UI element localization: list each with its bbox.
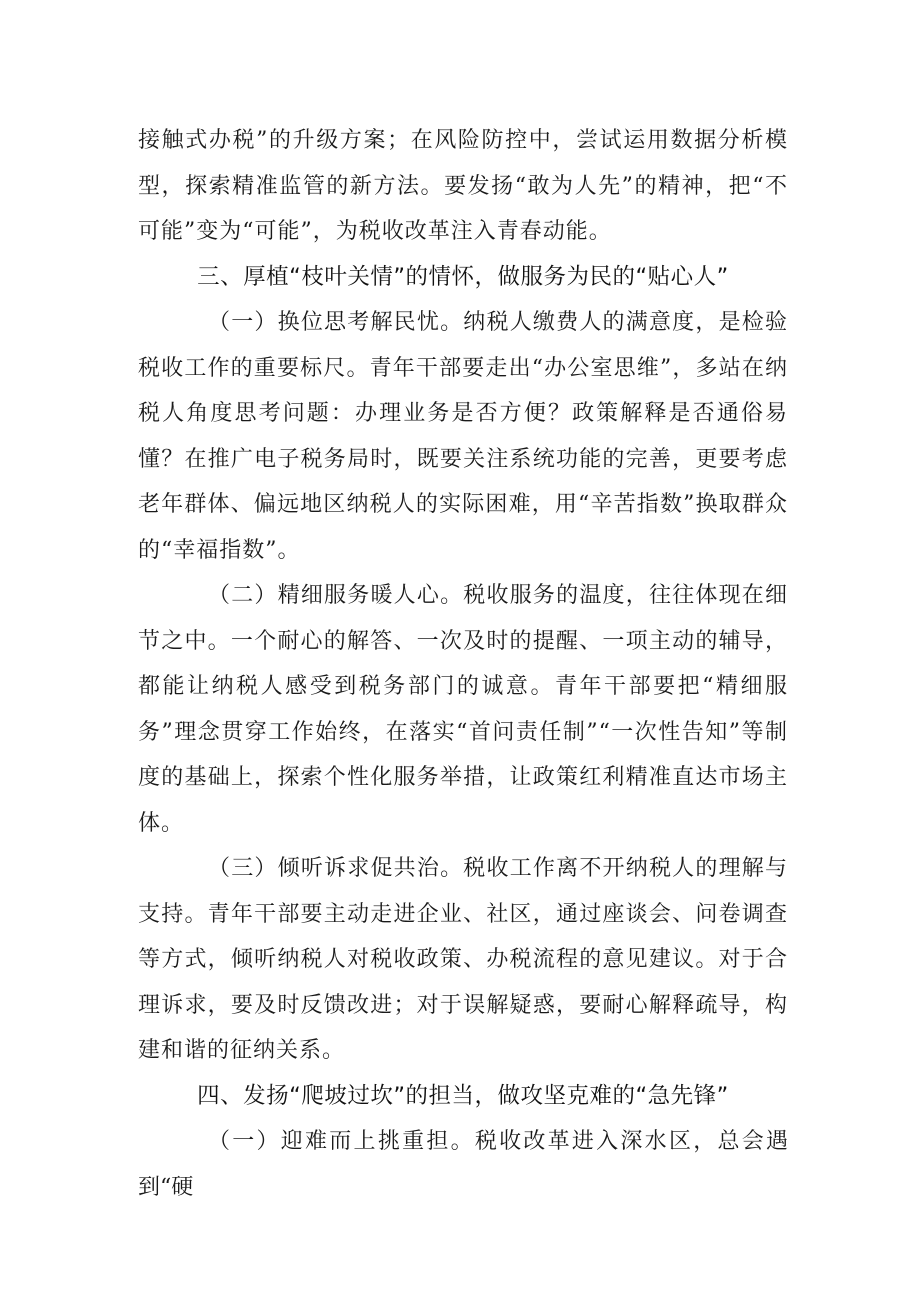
paragraph-4-1: （一）迎难而上挑重担。税收改革进入深水区，总会遇到“硬: [138, 1129, 788, 1200]
document-body: [138, 118, 788, 1210]
paragraph-3-1: （一）换位思考解民忧。纳税人缴费人的满意度，是检验税收工作的重要标尺。青年干部要走出“办公室思维”，多站在纳税人角度思考问题：办理业务是否方便？政策解释是否通俗易懂？在推广电子税务局时，既要关注系统功能的完善，更要考虑老年群体、偏远地区纳税人的实际困难，用“辛苦指数”换取群众的“幸福指数”。: [138, 310, 788, 563]
paragraph-continuation: 接触式办税”的升级方案；在风险防控中，尝试运用数据分析模型，探索精准监管的新方法。要发扬“敢为人先”的精神，把“不可能”变为“可能”，为税收改革注入青春动能。: [138, 128, 788, 244]
section-heading-3: 三、厚植“枝叶关情”的情怀，做服务为民的“贴心人”: [197, 263, 729, 290]
paragraph-3-3: （三）倾听诉求促共治。税收工作离不开纳税人的理解与支持。青年干部要主动走进企业、社区，通过座谈会、问卷调查等方式，倾听纳税人对税收政策、办税流程的意见建议。对于合理诉求，要及时反馈改进；对于误解疑惑，要耐心解释疏导，构建和谐的征纳关系。: [138, 856, 788, 1063]
section-heading-4: 四、发扬“爬坡过坎”的担当，做攻坚克难的“急先锋”: [197, 1082, 729, 1109]
paragraph-3-2: （二）精细服务暖人心。税收服务的温度，往往体现在细节之中。一个耐心的解答、一次及时的提醒、一项主动的辅导，都能让纳税人感受到税务部门的诚意。青年干部要把“精细服务”理念贯穿工作始终，在落实“首问责任制”“一次性告知”等制度的基础上，探索个性化服务举措，让政策红利精准直达市场主体。: [138, 583, 788, 836]
